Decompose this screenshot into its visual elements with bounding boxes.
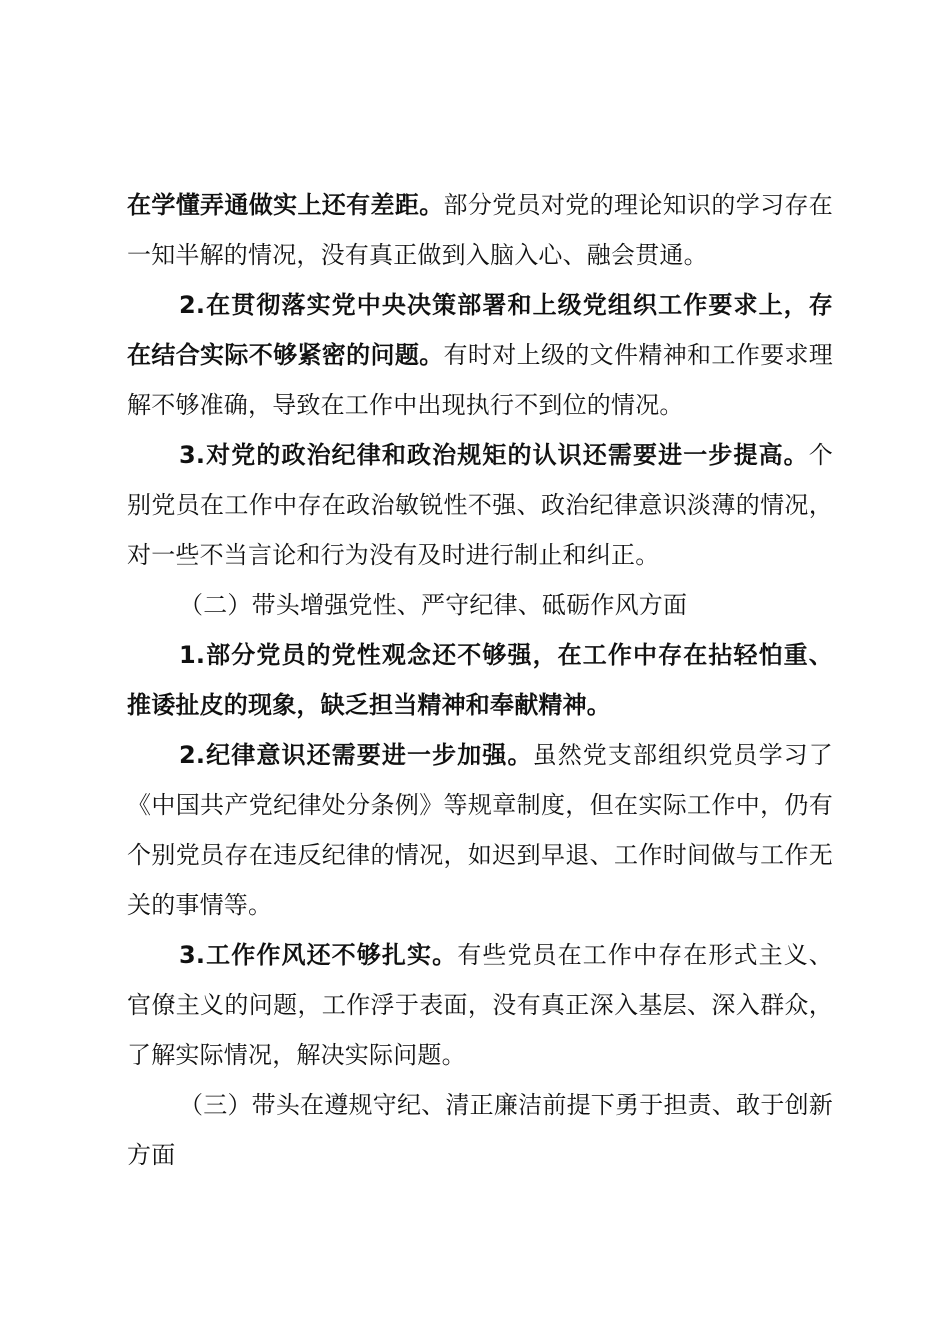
paragraph-body: 部分党员对党的理论知识的学习存在一知半解的情况，没有真正做到入脑入心、融会贯通。 — [127, 191, 833, 269]
paragraph-item-2-discipline — [127, 730, 833, 930]
paragraph-body: 有时对上级的文件精神和工作要求理解不够准确，导致在工作中出现执行不到位的情况。 — [127, 341, 833, 419]
paragraph-lead: 3.工作作风还不够扎实。 — [179, 941, 458, 969]
paragraph-lead: 在学懂弄通做实上还有差距。 — [127, 191, 444, 219]
paragraph-item-1-party-spirit — [127, 630, 833, 730]
paragraph-item-2-implementation — [127, 280, 833, 430]
paragraph-lead: 1.部分党员的党性观念还不够强，在工作中存在拈轻怕重、推诿扯皮的现象，缺乏担当精神和奉献精神。 — [127, 641, 833, 719]
paragraph-body: 有些党员在工作中存在形式主义、官僚主义的问题，工作浮于表面，没有真正深入基层、深入群众，了解实际情况，解决实际问题。 — [127, 941, 834, 1069]
document-page — [127, 180, 833, 1180]
paragraph-item-3-work-style — [127, 930, 833, 1080]
paragraph-lead: 3.对党的政治纪律和政治规矩的认识还需要进一步提高。 — [179, 441, 809, 469]
paragraph-body: 虽然党支部组织党员学习了《中国共产党纪律处分条例》等规章制度，但在实际工作中，仍有个别党员存在违反纪律的情况，如迟到早退、工作时间做与工作无关的事情等。 — [127, 741, 833, 919]
paragraph-lead: 2.纪律意识还需要进一步加强。 — [179, 741, 533, 769]
paragraph-body: （三）带头在遵规守纪、清正廉洁前提下勇于担责、敢于创新方面 — [127, 1091, 833, 1169]
section-heading-3 — [127, 1080, 833, 1180]
paragraph-body: 个别党员在工作中存在政治敏锐性不强、政治纪律意识淡薄的情况，对一些不当言论和行为没有及时进行制止和纠正。 — [127, 441, 833, 569]
paragraph-body: （二）带头增强党性、严守纪律、砥砺作风方面 — [179, 591, 688, 619]
paragraph-item-3-political-discipline — [127, 430, 833, 580]
paragraph-lead: 2.在贯彻落实党中央决策部署和上级党组织工作要求上，存在结合实际不够紧密的问题。 — [127, 291, 833, 369]
paragraph-study-gap — [127, 180, 833, 280]
section-heading-2 — [127, 580, 833, 630]
